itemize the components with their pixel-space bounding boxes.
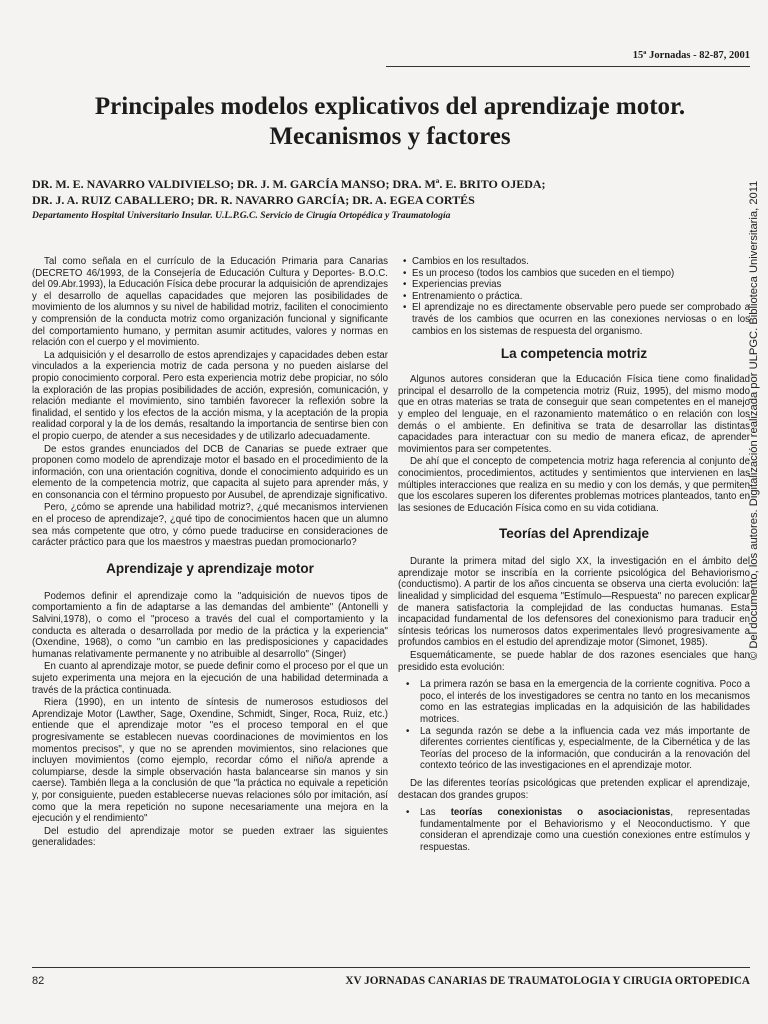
title-line-1: Principales modelos explicativos del aprendizaje motor.	[94, 93, 686, 120]
copyright-note: © Del documento, los autores. Digitalización realizada por ULPGC. Biblioteca Universitaria, 2011	[748, 180, 760, 660]
list-item: • La primera razón se basa en la emergencia de la corriente cognitiva. Poco a poco, el interés de los investigadores se centra no tanto en los mecanismos como en las estrategias implicadas en la adquisición de las habilidades motrices.	[420, 679, 750, 725]
authors	[32, 176, 732, 208]
section-heading: Teorías del Aprendizaje	[498, 526, 650, 542]
article-title	[30, 92, 750, 152]
paragraph: De ahí que el concepto de competencia motriz haga referencia al conjunto de conocimientos, procedimientos, actitudes y sentimientos que intervienen en las múltiples interacciones que realiza en su medio y con los demás, y que permiten que los escolares superen los diferentes problemas motrices planteados, tanto en las sesiones de Educación Física como en su vida cotidiana.	[398, 456, 750, 514]
header-rule	[386, 66, 750, 67]
right-column	[398, 256, 750, 860]
list-item: • Cambios en los resultados.	[412, 256, 750, 268]
list-item: • Entrenamiento o práctica.	[412, 291, 750, 303]
affiliation: Departamento Hospital Universitario Insular. U.L.P.G.C. Servicio de Cirugía Ortopédica y Traumatología	[32, 210, 451, 221]
paragraph: Riera (1990), en un intento de síntesis de numerosos estudiosos del Aprendizaje Motor (Lawther, Sage, Oxendine, Schmidt, Singer, Roca, Ruiz, etc.) entiende que el aprendizaje motor "es el proceso temporal en el que progresivamente se establecen nuevas coordinaciones de movimientos en los momentos precisos", y que no se aprenden movimientos, sino relaciones que incluyen movimientos (como ejemplo, recordar cómo el niño/a aprende a columpiarse, desde la simple observación hasta balancearse sin manos y sin caerse). También llega a la conclusión de que "la práctica no equivale a repetición y, por consiguiente, pueden establecerse nuevas relaciones sólo por imitación, así como que la mera repetición no supone necesariamente una mejora en la ejecución y el rendimiento"	[32, 697, 388, 825]
authors-line-1: DR. M. E. NAVARRO VALDIVIELSO; DR. J. M. GARCÍA MANSO; DRA. Mª. E. BRITO OJEDA;	[32, 177, 546, 191]
footer-title: XV JORNADAS CANARIAS DE TRAUMATOLOGIA Y CIRUGIA ORTOPEDICA	[345, 975, 750, 987]
paragraph: Del estudio del aprendizaje motor se pueden extraer las siguientes generalidades:	[32, 825, 388, 849]
paragraph: Esquemáticamente, se puede hablar de dos razones esenciales que han presidido esta evolución:	[398, 650, 750, 673]
paragraph: Pero, ¿cómo se aprende una habilidad motriz?, ¿qué mecanismos intervienen en el proceso de aprendizaje?, ¿qué tipo de conocimientos hacen que un alumno sea más competente que otro, y cómo puede traducirse en consideraciones de carácter práctico para que los maestros y maestras puedan promocionarlo?	[32, 502, 388, 549]
list-item	[420, 807, 750, 853]
paragraph: Algunos autores consideran que la Educación Física tiene como finalidad principal el desarrollo de la competencia motriz (Ruiz, 1995), del mismo modo que en otras materias se trata de conseguir que sean competentes en el manejo y empleo del lenguaje, en el razonamiento matemático o en relación con los demás o el ambiente. En definitiva se trata de desarrollar las distintas capacidades para interactuar con su medio de manera eficaz, de aprender movimientos para ser competentes.	[398, 374, 750, 455]
section-heading: La competencia motriz	[500, 346, 648, 362]
bullet-list	[398, 679, 750, 772]
footer-rule	[32, 967, 750, 968]
bold-term: teorías conexionistas o asociacionistas	[450, 807, 671, 819]
bullet-list	[398, 256, 750, 337]
list-item-text: , representadas fundamentalmente por el Behaviorismo y el Neoconductismo. Y que consideran el aprendizaje como una cuestión conexiones entre estímulos y respuestas.	[420, 807, 750, 853]
paragraph: De estos grandes enunciados del DCB de Canarias se puede extraer que proponen como modelo de aprendizaje motor el basado en el procedimiento de la información, con una orientación cognitiva, donde el conocimiento adquirido es un elemento de la competencia motriz, que capacita al sujeto para aprender más, y en consonancia con el término propuesto por Ausubel, de aprendizaje significativo.	[32, 443, 388, 501]
paragraph: En cuanto al aprendizaje motor, se puede definir como el proceso por el que un sujeto experimenta una mejora en la ejecución de una habilidad determinada a través de la práctica continuada.	[32, 661, 388, 696]
paragraph: De las diferentes teorías psicológicas que pretenden explicar el aprendizaje, destacan dos grandes grupos:	[398, 777, 750, 801]
section-heading: Aprendizaje y aprendizaje motor	[106, 560, 314, 576]
paragraph: Podemos definir el aprendizaje como la "adquisición de nuevos tipos de comportamiento a fin de adaptarse a las demandas del ambiente" (Antonelli y Salvini,1978), o como el "proceso a través del cual el comportamiento y la conducta es alterada o desarrollada por medio de la práctica y la experiencia" (Oxendine, 1968), o como "un cambio en las predisposiciones y capacidades humanas relativamente permanente y no atribuible al desarrollo" (Singer)	[32, 590, 388, 660]
list-item-prefix: Las	[420, 807, 451, 819]
left-column	[32, 256, 388, 850]
list-item: • El aprendizaje no es directamente observable pero puede ser comprobado a través de los cambios que ocurren en las conexiones nerviosas o en los cambios en los sistemas de respuesta del organismo.	[412, 302, 750, 337]
list-item: • La segunda razón se debe a la influencia cada vez más importante de diferentes corrientes científicas y, especialmente, de la Cibernética y de las Teorías del proceso de la información, que conducirán a la renovación del contexto teórico de las investigaciones en el aprendizaje motor.	[420, 726, 750, 772]
paragraph: Durante la primera mitad del siglo XX, la investigación en el ámbito del aprendizaje motor se inscribía en la corriente psicológica del Behaviorismo (conductismo). A partir de los años cincuenta se observa una cierta evolución: la linealidad y simplicidad del esquema "Estímulo—Respuesta" no parecen explicar de manera satisfactoria la complejidad de las conductas humanas. Esta incapacidad fundamental de los defensores del conexionismo para traducir en síntesis teóricas los numerosos datos experimentales llevó progresivamente a profundos cambios en el estudio del aprendizaje motor (Simonet, 1985).	[398, 556, 750, 649]
list-item: • Es un proceso (todos los cambios que suceden en el tiempo)	[412, 268, 750, 280]
paragraph: Tal como señala en el currículo de la Educación Primaria para Canarias (DECRETO 46/1993, de la Consejería de Educación Cultura y Deportes- B.O.C. del 09.Abr.1993), la Educación Física debe procurar la adquisición de aprendizajes y el desarrollo de aquellas capacidades que mejoren las posibilidades de movimiento de los alumnos y su nivel de habilidad motriz, faciliten el conocimiento y comprensión de la conducta motriz como organización funcional y significante del comportamiento humano, y permitan asumir actitudes, valores y normas en relación con el cuerpo y el movimiento.	[32, 256, 388, 349]
page-number: 82	[32, 975, 45, 987]
bullet-list	[398, 807, 750, 853]
authors-line-2: DR. J. A. RUIZ CABALLERO; DR. R. NAVARRO GARCÍA; DR. A. EGEA CORTÉS	[32, 193, 475, 207]
paragraph: La adquisición y el desarrollo de estos aprendizajes y capacidades deben estar vinculados a la experiencia motriz de cada persona y no pueden aislarse del propio conocimiento corporal. Pero esta experiencia motriz debe propiciar, no sólo la exploración de las propias posibilidades de acción, expresión, comunicación, y relación mediante el movimiento, sino también favorecer la reflexión sobre la finalidad, el sentido y los efectos de la acción misma, y la aceptación de la propia realidad corporal y la de los demás, resaltando la importancia de sentirse bien con el propio cuerpo, de atender a sus necesidades y de utilizarlo adecuadamente.	[32, 349, 388, 442]
list-item: • Experiencias previas	[412, 279, 750, 291]
running-head: 15ª Jornadas - 82-87, 2001	[632, 50, 750, 61]
title-line-2: Mecanismos y factores	[269, 123, 511, 150]
